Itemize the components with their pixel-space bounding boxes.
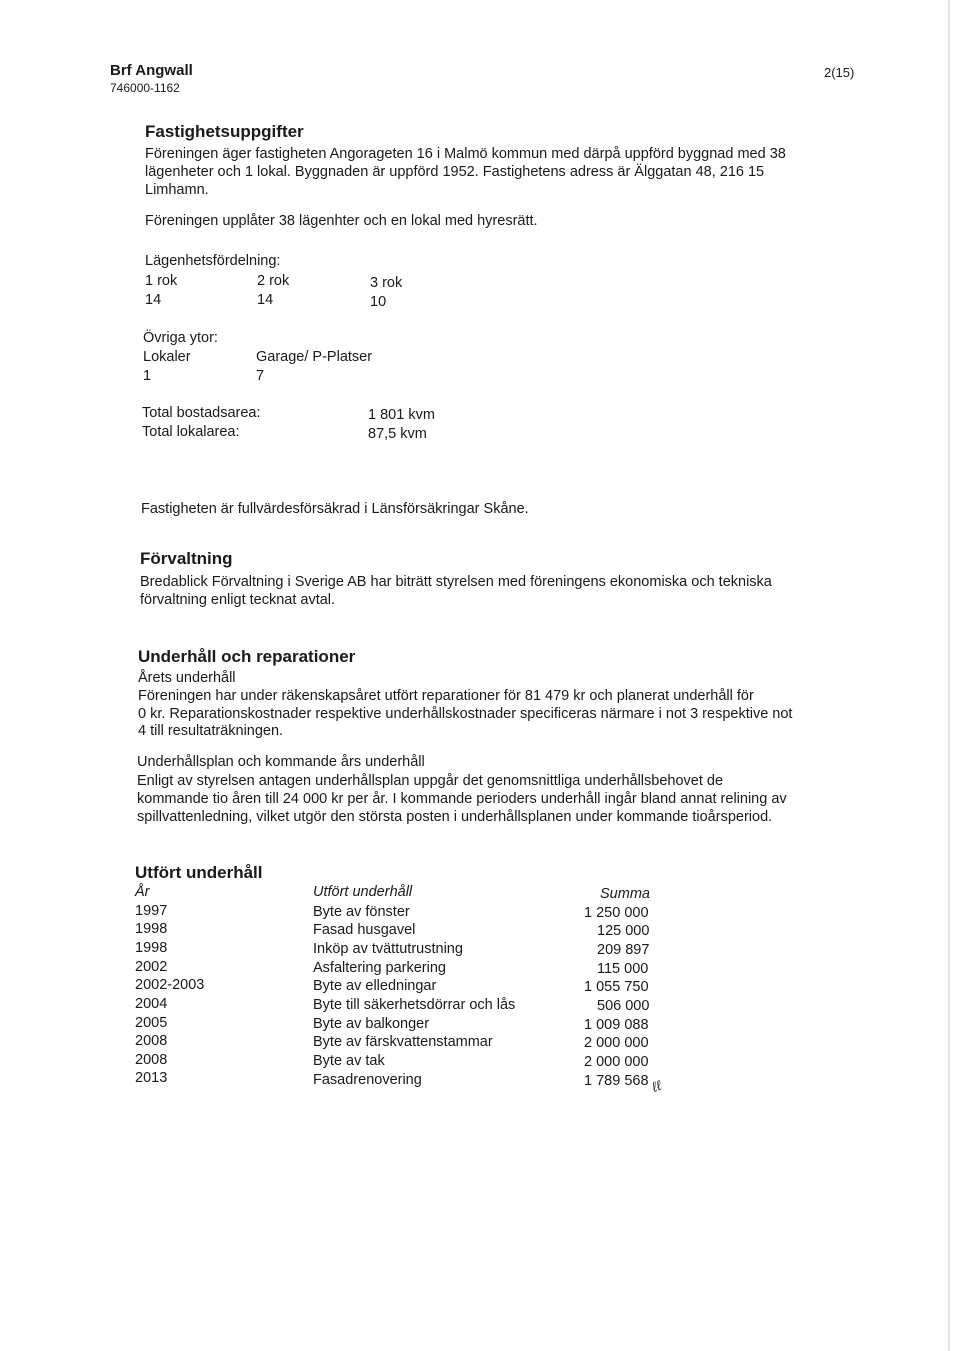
room-2-label: 2 rok — [257, 273, 290, 289]
row-year: 2002 — [135, 959, 168, 975]
row-sum: 1 250 000 — [584, 905, 649, 921]
section-heading-forvaltning: Förvaltning — [140, 549, 233, 568]
room-3-count: 10 — [370, 294, 387, 310]
row-sum: 1 009 088 — [584, 1017, 649, 1033]
row-item: Fasad husgavel — [313, 922, 416, 938]
area-lokal-label: Total lokalarea: — [142, 424, 240, 440]
room-2-count: 14 — [257, 292, 274, 308]
ovriga-label: Övriga ytor: — [143, 330, 218, 346]
underhall-para2-line2: kommande tio åren till 24 000 kr per år. I kommande perioders underhåll ingår bland annat relining av — [137, 791, 787, 807]
org-name: Brf Angwall — [110, 62, 193, 79]
section-heading-utfort: Utfört underhåll — [135, 863, 263, 882]
row-year: 2005 — [135, 1015, 168, 1031]
row-item: Asfaltering parkering — [313, 960, 446, 976]
row-year: 2008 — [135, 1033, 168, 1049]
ovriga-2-count: 7 — [256, 368, 265, 384]
row-item: Fasadrenovering — [313, 1072, 422, 1088]
row-sum: 1 789 568 — [584, 1073, 649, 1089]
fastighet-para2: Föreningen upplåter 38 lägenhter och en lokal med hyresrätt. — [145, 213, 538, 229]
row-item: Byte av tak — [313, 1053, 385, 1069]
ovriga-1-label: Lokaler — [143, 349, 191, 365]
row-item: Byte av balkonger — [313, 1016, 430, 1032]
underhall-para1-line3: 4 till resultaträkningen. — [138, 723, 284, 739]
forvaltning-line1: Bredablick Förvaltning i Sverige AB har biträtt styrelsen med föreningens ekonomiska och tekniska — [140, 574, 772, 590]
underhall-para1-line1: Föreningen har under räkenskapsåret utfört reparationer för 81 479 kr och planerat underhåll för — [138, 688, 754, 704]
room-1-count: 14 — [145, 292, 162, 308]
underhall-para2-line3: spillvattenledning, vilket utgör den största posten i underhållsplanen under kommande tioårsperiod. — [137, 809, 773, 825]
row-item: Byte av fönster — [313, 904, 410, 920]
row-sum: 2 000 000 — [584, 1035, 649, 1051]
scan-edge-mark — [948, 0, 950, 1351]
row-item: Byte till säkerhetsdörrar och lås — [313, 997, 516, 1013]
row-sum: 209 897 — [597, 942, 650, 958]
row-year: 2008 — [135, 1052, 168, 1068]
row-sum: 506 000 — [597, 998, 650, 1014]
col-header-sum: Summa — [600, 886, 650, 902]
row-sum: 125 000 — [597, 923, 650, 939]
row-year: 2004 — [135, 996, 168, 1012]
fastighet-para1-line1: Föreningen äger fastigheten Angorageten 16 i Malmö kommun med därpå uppförd byggnad med 38 — [145, 146, 786, 162]
col-header-year: År — [135, 884, 150, 900]
org-number: 746000-1162 — [110, 81, 180, 95]
area-lokal-value: 87,5 kvm — [368, 426, 427, 442]
ovriga-1-count: 1 — [143, 368, 152, 384]
fastighet-para1-line3: Limhamn. — [145, 182, 209, 198]
section-heading-fastighet: Fastighetsuppgifter — [145, 122, 304, 141]
row-sum: 1 055 750 — [584, 979, 649, 995]
row-item: Byte av färskvattenstammar — [313, 1034, 493, 1050]
row-year: 1998 — [135, 921, 168, 937]
row-sum: 2 000 000 — [584, 1054, 649, 1070]
row-sum: 115 000 — [597, 961, 649, 977]
ovriga-2-label: Garage/ P-Platser — [256, 349, 373, 365]
fastighet-para1-line2: lägenheter och 1 lokal. Byggnaden är uppförd 1952. Fastighetens adress är Älggatan 48, 216 15 — [145, 164, 765, 180]
handwritten-initials: ℓℓ — [649, 1076, 664, 1096]
row-year: 2013 — [135, 1070, 168, 1086]
area-bostad-value: 1 801 kvm — [368, 407, 435, 423]
row-item: Byte av elledningar — [313, 978, 437, 994]
room-1-label: 1 rok — [145, 273, 178, 289]
fordelning-label: Lägenhetsfördelning: — [145, 253, 281, 269]
room-3-label: 3 rok — [370, 275, 403, 291]
page-number: 2(15) — [824, 65, 855, 80]
section-heading-underhall: Underhåll och reparationer — [138, 647, 356, 666]
area-bostad-label: Total bostadsarea: — [142, 405, 261, 421]
row-year: 2002-2003 — [135, 977, 205, 993]
col-header-item: Utfört underhåll — [313, 884, 413, 900]
row-item: Inköp av tvättutrustning — [313, 941, 463, 957]
row-year: 1997 — [135, 903, 168, 919]
forvaltning-line2: förvaltning enligt tecknat avtal. — [140, 592, 336, 608]
insurance-text: Fastigheten är fullvärdesförsäkrad i Länsförsäkringar Skåne. — [141, 501, 529, 517]
row-year: 1998 — [135, 940, 168, 956]
underhall-para2-line1: Enligt av styrelsen antagen underhållsplan uppgår det genomsnittliga underhållsbehovet de — [137, 773, 724, 789]
underhall-para1-line2: 0 kr. Reparationskostnader respektive underhållskostnader specificeras närmare i not 3 respektive not — [138, 706, 793, 722]
underhall-sub1: Årets underhåll — [138, 670, 236, 686]
underhall-sub2: Underhållsplan och kommande års underhåll — [137, 754, 425, 770]
